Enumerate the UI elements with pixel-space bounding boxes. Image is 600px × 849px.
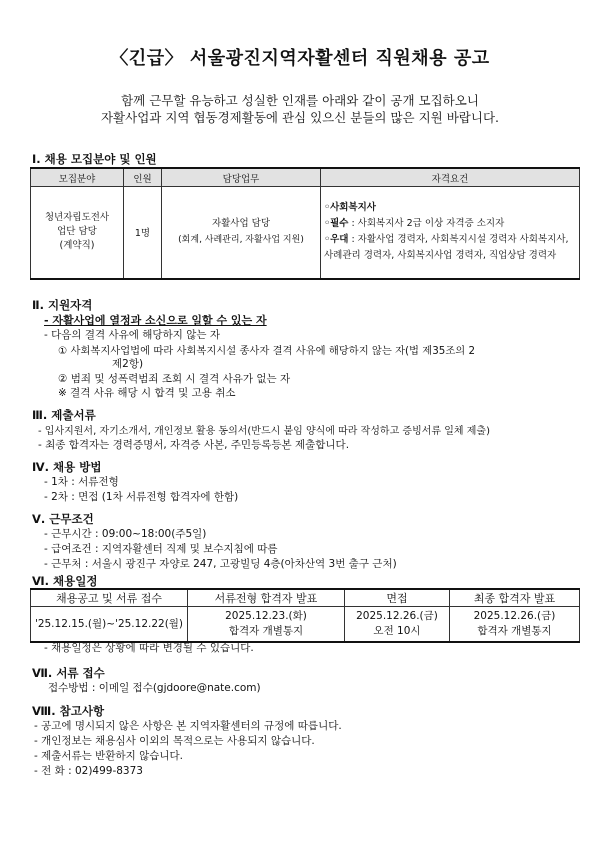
- schedule-note: - 채용일정은 상황에 따라 변경될 수 있습니다.: [44, 642, 254, 654]
- section-5-heading: [32, 511, 94, 527]
- condition-line: - 급여조건 : 지역자활센터 직제 및 보수지침에 따름: [44, 543, 278, 555]
- documents-line: - 입사지원서, 자기소개서, 개인정보 활용 동의서(반드시 붙임 양식에 따라 작성하고 증빙서류 일체 제출): [38, 426, 490, 437]
- recruit-table-row: [31, 187, 580, 279]
- section-5-title: 근무조건: [49, 512, 94, 526]
- qualification-line: ※ 결격 사유 해당 시 합격 및 고용 취소: [58, 387, 236, 399]
- schedule-header: 면접: [345, 589, 450, 607]
- page-title: 〈긴급〉 서울광진지역자활센터 직원채용 공고: [110, 48, 490, 69]
- condition-line: - 근무시간 : 09:00~18:00(주5일): [44, 528, 207, 540]
- note-line: - 제출서류는 반환하지 않습니다.: [34, 750, 183, 762]
- section-5-number: Ⅴ.: [32, 512, 46, 526]
- schedule-cell-application: '25.12.15.(월)~'25.12.22(월): [31, 607, 188, 643]
- qualification-line: ② 범죄 및 성폭력범죄 조회 시 결격 사유가 없는 자: [58, 373, 291, 385]
- recruit-header-field: 모집분야: [31, 168, 124, 187]
- qualification-line: - 다음의 결격 사유에 해당하지 않는 자: [44, 329, 220, 341]
- schedule-cell-line: 2025.12.26.(금): [356, 610, 438, 622]
- recruit-table-header: [31, 168, 580, 187]
- section-8-number: Ⅷ.: [32, 704, 56, 718]
- qualification-preferred: [324, 232, 576, 264]
- intro-line-2: 자활사업과 지역 협동경제활동에 관심 있으신 분들의 많은 지원 바랍니다.: [100, 110, 499, 125]
- recruit-header-duty: 담당업무: [162, 168, 321, 187]
- qualification-required: [324, 216, 576, 232]
- section-6-number: Ⅵ.: [32, 574, 50, 588]
- schedule-cell-line: 합격자 개별통지: [477, 625, 552, 637]
- qualification-preferred-label: ◦우대: [324, 234, 349, 246]
- note-line: - 공고에 명시되지 않은 사항은 본 지역자활센터의 규정에 따릅니다.: [34, 720, 342, 732]
- qualification-line: - 자활사업에 열정과 소신으로 일할 수 있는 자: [44, 314, 267, 327]
- schedule-header: 서류전형 합격자 발표: [188, 589, 345, 607]
- condition-line: - 근무처 : 서울시 광진구 자양로 247, 고광빌딩 4층(아차산역 3번 출구 근처): [44, 558, 397, 570]
- recruit-field-line: 업단 담당: [57, 226, 97, 238]
- qualification-line: 제2항): [112, 358, 144, 370]
- section-4-title: 채용 방법: [53, 460, 102, 474]
- section-3-number: Ⅲ.: [32, 408, 48, 422]
- recruit-count-cell: 1명: [124, 187, 162, 279]
- section-4-heading: [32, 459, 101, 475]
- section-2-heading: [32, 297, 92, 313]
- qualification-preferred-text: : 자활사업 경력자, 사회복지시설 경력자 사회복지사, 사례관리 경력자, 사회복지사업 경력자, 직업상담 경력자: [324, 234, 569, 262]
- recruit-field-line: 청년자립도전사: [44, 212, 110, 224]
- intro-line-1: 함께 근무할 유능하고 성실한 인재를 아래와 같이 공개 모집하오니: [121, 93, 479, 108]
- qualification-required-label: ◦필수: [324, 218, 349, 230]
- section-8-heading: [32, 703, 104, 719]
- section-3-title: 제출서류: [51, 408, 96, 422]
- schedule-cell-line: 2025.12.26.(금): [473, 610, 556, 622]
- section-1-heading: [32, 151, 157, 167]
- section-2-number: Ⅱ.: [32, 298, 44, 312]
- schedule-cell-interview: [345, 607, 450, 643]
- section-8-title: 참고사항: [59, 704, 105, 718]
- recruit-field-cell: [31, 187, 124, 279]
- method-line: - 1차 : 서류전형: [44, 476, 119, 488]
- recruit-field-line: (계약직): [59, 240, 95, 252]
- method-line: - 2차 : 면접 (1차 서류전형 합격자에 한함): [44, 491, 239, 503]
- section-7-heading: [32, 665, 105, 681]
- schedule-cell-document-result: [188, 607, 345, 643]
- recruit-table: [30, 167, 580, 280]
- schedule-cell-line: 합격자 개별통지: [228, 625, 304, 637]
- recruit-duty-line: (회계, 사례관리, 자활사업 지원): [178, 235, 304, 246]
- section-4-number: Ⅳ.: [32, 460, 50, 474]
- schedule-table-header: [31, 589, 580, 607]
- section-6-heading: [32, 573, 97, 589]
- schedule-table: [30, 588, 580, 643]
- schedule-header: 최종 합격자 발표: [450, 589, 580, 607]
- documents-line: - 최종 합격자는 경력증명서, 자격증 사본, 주민등록등본 제출합니다.: [38, 439, 350, 451]
- section-7-number: Ⅶ.: [32, 666, 53, 680]
- section-2-title: 지원자격: [47, 298, 93, 312]
- schedule-header: 채용공고 및 서류 접수: [31, 589, 188, 607]
- section-1-number: Ⅰ.: [32, 152, 41, 166]
- recruit-header-qualification: 자격요건: [321, 168, 580, 187]
- submission-method: 접수방법 : 이메일 접수(gjdoore@nate.com): [48, 682, 261, 694]
- section-1-title: 채용 모집분야 및 인원: [44, 152, 157, 166]
- qualification-title: ◦사회복지사: [324, 202, 376, 214]
- recruit-header-count: 인원: [124, 168, 162, 187]
- schedule-table-row: [31, 607, 580, 643]
- schedule-cell-line: 오전 10시: [373, 625, 421, 637]
- recruit-duty-cell: [162, 187, 321, 279]
- recruit-duty-line: 자활사업 담당: [211, 218, 271, 230]
- recruit-qualification-cell: [321, 187, 580, 279]
- section-3-heading: [32, 407, 96, 423]
- section-6-title: 채용일정: [53, 574, 98, 588]
- schedule-cell-line: 2025.12.23.(화): [225, 610, 307, 622]
- note-line: - 개인정보는 채용심사 이외의 목적으로는 사용되지 않습니다.: [34, 735, 315, 747]
- note-line: - 전 화 : 02)499-8373: [34, 765, 143, 777]
- schedule-cell-final-result: [450, 607, 580, 643]
- qualification-line: ① 사회복지사업법에 따라 사회복지시설 종사자 결격 사유에 해당하지 않는 자(법 제35조의 2: [58, 345, 476, 357]
- section-7-title: 서류 접수: [56, 666, 105, 680]
- qualification-required-text: : 사회복지사 2급 이상 자격증 소지자: [348, 218, 505, 230]
